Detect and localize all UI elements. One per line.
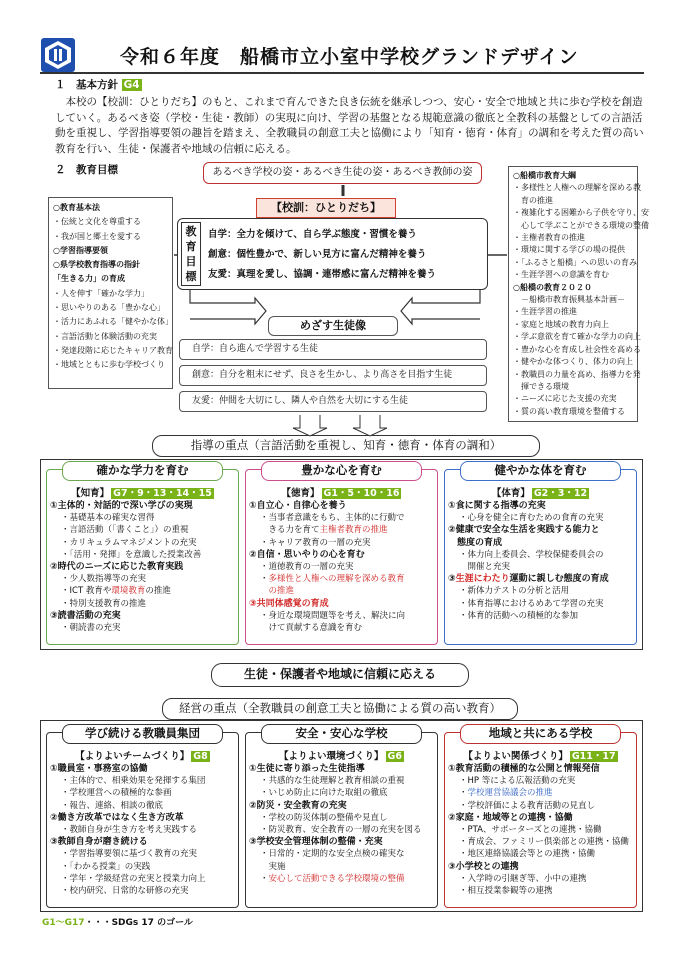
goal-tag: G2・3・12 xyxy=(533,488,588,499)
item-text: ・育成会、ファミリー倶楽部との連携・協働 xyxy=(459,837,629,848)
side-line: 心して学ぶことができる環境の整備 xyxy=(513,220,649,230)
goals-heading: ２ 教育目標 xyxy=(55,164,118,176)
column-sub: 【よりよいチームづくり】 xyxy=(75,751,190,762)
item-text: ・心身を健全に育むための食育の充実 xyxy=(459,513,604,524)
item-text: ・地区連絡協議会等との連携・協働 xyxy=(459,849,596,860)
item-text: ・言語活動（「書くこと」）の重視 xyxy=(61,525,189,536)
side-line: ・言語活動と体験活動の充実 xyxy=(53,331,157,341)
item-text: ③読書活動の充実 xyxy=(50,610,121,621)
item-text: ・体育的活動への積極的な参加 xyxy=(459,610,579,621)
guidance-banner: 指導の重点（言語活動を重視し、知育・徳育・体育の調和） xyxy=(152,435,540,457)
item-text: ①食に関する指導の充実 xyxy=(448,501,546,511)
sdgs-footnote: G1～G17・・・SDGs 17 のゴール xyxy=(42,918,193,928)
item-text: ・校内研究、日常的な研修の充実 xyxy=(61,886,189,897)
side-line: ○県学校教育指導の指針 xyxy=(53,260,140,270)
item-text: ・当事者意識をもち、主体的に行動で xyxy=(260,513,405,524)
goal-text: ：個性豊かで、新しい見方に富んだ精神を養う xyxy=(227,249,427,260)
item-highlight: 学校運営協議会の推進 xyxy=(467,788,553,799)
side-line: ・学ぶ意欲を育て確かな学力の向上 xyxy=(513,332,641,342)
side-line: ・人を伸す「確かな学力」 xyxy=(53,288,149,298)
column-title: 安全・安心な学校 xyxy=(261,724,422,744)
column-title: 豊かな心を育む xyxy=(261,461,422,481)
item-text: きる力を育て xyxy=(260,525,320,536)
item-text: ・ xyxy=(459,788,468,799)
side-line: ○学習指導要領 xyxy=(53,245,108,255)
goal-label-char: 教 xyxy=(185,225,197,238)
item-text: ・体育指導におけるめあて学習の充実 xyxy=(459,598,604,609)
side-line: ・多様性と人権への理解を深める教 xyxy=(513,183,641,193)
item-text: ・学校の防災体制の整備や見直し xyxy=(260,812,388,823)
column-sub: 【体育】 xyxy=(491,488,530,499)
column-title: 地域と共にある学校 xyxy=(460,724,621,744)
goal-text: ：真理を愛し、協調・連帯感に富んだ精神を養う xyxy=(227,269,437,280)
student-item: 友愛：仲間を大切にし、隣人や自然を大切にする生徒 xyxy=(179,391,487,412)
item-text: ②防災・安全教育の充実 xyxy=(249,800,347,811)
item-text: ・ICT 教育や xyxy=(61,586,112,597)
column-sub: 【よりよい関係づくり】 xyxy=(463,751,568,762)
item-text: ①生徒に寄り添った生徒指導 xyxy=(249,764,365,774)
item-text: ①自立心・自律心を養う xyxy=(249,501,347,511)
item-text: ・「活用・発揮」を意識した授業改善 xyxy=(61,549,202,560)
item-text: ・学習指導要領に基づく教育の充実 xyxy=(61,849,198,860)
item-highlight: 生涯にわたり xyxy=(455,574,510,585)
goal-text: ：全力を傾けて、自ら学ぶ態度・習慣を養う xyxy=(227,229,417,240)
item-text: ・キャリア教育の一層の充実 xyxy=(260,537,371,548)
item-text: ・学校運営への積極的な参画 xyxy=(61,788,172,799)
item-text: ・PTA、サポーターズとの連携・協働 xyxy=(459,825,602,836)
side-line: ○教育基本法 xyxy=(53,203,100,212)
column-sub: 【知育】 xyxy=(71,488,110,499)
side-line: ・生涯学習の推進 xyxy=(513,307,577,317)
side-line: －船橋市教育振興基本計画－ xyxy=(513,295,625,305)
item-text: ②自信・思いやりの心を育む xyxy=(249,549,365,560)
management-banner: 経営の重点（全教職員の創意工夫と協働による質の高い教育） xyxy=(162,698,518,720)
side-line: ・家庭と地域の教育力向上 xyxy=(513,319,609,329)
student-item: 自学：自ら進んで学習する生徒 xyxy=(179,339,487,360)
item-text: ・相互授業参観等の連携 xyxy=(459,886,553,897)
column-sub: 【徳育】 xyxy=(281,488,320,499)
item-text: ・特別支援教育の推進 xyxy=(61,598,147,609)
side-line: ・複雑化する困難から子供を守り、安 xyxy=(513,208,649,218)
item-text: ・カリキュラムマネジメントの充実 xyxy=(61,537,197,548)
side-line: ・環境に関する学びの場の提供 xyxy=(513,245,625,255)
item-text: ・体力向上委員会、学校保健委員会の xyxy=(459,549,604,560)
goal-key: 創意 xyxy=(208,249,228,260)
item-text: ・共感的な生徒理解と教育相談の重視 xyxy=(260,776,405,787)
policy-body: 本校の【校訓：ひとりだち】のもと、これまで育んできた良き伝統を継承しつつ、安心・安全で地域と共に歩む学校を創造していく。あるべき姿（学校・生徒・教師）の実現に向け、学習の基盤となる規範意識の徹底と全教科の基盤としての言語活動を重視し、学習指導要領の趣旨を踏まえ、全教職員の創意工夫と協働により「知育・徳育・体育」の調和を考えた質の高い教育を行い、生徒・保護者や地域の信頼に応える。 xyxy=(55,96,644,155)
student-item: 創意：自分を粗末にせず、良さを生かし、より高さを目指す生徒 xyxy=(179,365,487,386)
goal-tag: G1・5・10・16 xyxy=(323,488,400,499)
item-text: ・新体力テストの分析と活用 xyxy=(459,586,570,597)
side-line: ・豊かな心を育成し社会性を高める xyxy=(513,344,641,354)
column-title: 学び続ける教職員集団 xyxy=(62,724,223,744)
side-line: ・地域とともに歩む学校づくり xyxy=(53,360,165,370)
goal-label-char: 育 xyxy=(185,240,197,253)
side-line: ・思いやりのある「豊かな心」 xyxy=(53,303,165,313)
item-text: ・主体的で、相乗効果を発揮する集団 xyxy=(61,776,206,787)
item-text: ・道徳教育の一層の充実 xyxy=(260,562,354,573)
item-text: ・基礎基本の確実な習得 xyxy=(61,513,155,524)
item-text: ・報告、連絡、相談の徹底 xyxy=(61,800,164,811)
goal-tag: G6 xyxy=(387,751,402,762)
side-line: 「生きる力」の育成 xyxy=(53,274,125,284)
item-text: ・ xyxy=(260,574,269,585)
item-text: の推進 xyxy=(145,586,171,597)
side-line: 揮できる環境 xyxy=(513,381,569,391)
policy-heading: １ 基本方針 G4 xyxy=(55,79,140,91)
item-text: ・朝読書の充実 xyxy=(61,623,121,634)
side-line: ・「ふるさと船橋」への思いの育み xyxy=(513,257,637,267)
item-text: ・ xyxy=(260,873,269,884)
goal-tag: G8 xyxy=(193,751,208,762)
goal-tag: G4 xyxy=(123,79,140,91)
item-text: 態度の育成 xyxy=(448,537,503,548)
item-text: ①職員室・事務室の協働 xyxy=(50,764,148,774)
side-line: ・ニーズに応じた支援の充実 xyxy=(513,394,617,404)
ideal-banner: あるべき学校の姿・あるべき生徒の姿・あるべき教師の姿 xyxy=(203,162,482,184)
item-text: 開催と充実 xyxy=(459,562,511,573)
item-text: ・少人数指導等の充実 xyxy=(61,574,147,585)
item-text: ③教師自身が磨き続ける xyxy=(50,837,148,848)
page-title: 令和６年度 船橋市立小室中学校グランドデザイン xyxy=(120,46,579,68)
side-line: ○船橋市教育大綱 xyxy=(513,171,576,180)
item-text: ・身近な環境問題等を考え、解決に向 xyxy=(260,610,406,621)
item-highlight: の推進 xyxy=(268,586,295,597)
item-text: けて貢献する意識を育む xyxy=(260,623,363,634)
item-text: ・学校評価による教育活動の見直し xyxy=(459,800,596,811)
item-text: 運動に親しむ態度の育成 xyxy=(509,574,609,585)
item-text: ・「わかる授業」の実践 xyxy=(61,861,151,872)
item-text: ・HP 等による広報活動の充実 xyxy=(459,776,576,787)
goal-key: 友愛 xyxy=(208,269,228,280)
side-line: ・健やかな体つくり、体力の向上 xyxy=(513,357,633,367)
side-line: ・活力にあふれる「健やかな体」 xyxy=(53,317,173,327)
side-line: ・質の高い教育環境を整備する xyxy=(513,406,625,416)
item-text: ・学年・学級経営の充実と授業力向上 xyxy=(61,873,206,884)
goal-tag: G11・17 xyxy=(571,751,616,762)
side-line: 育の推進 xyxy=(513,195,553,205)
item-text: ③小学校との連携 xyxy=(448,861,519,872)
item-highlight: 安心して活動できる学校環境の整備 xyxy=(268,873,405,884)
item-text: ③共同体感覚の育成 xyxy=(249,598,329,609)
item-text: ②家庭・地域等との連携・協働 xyxy=(448,812,573,823)
item-highlight: 環境教育 xyxy=(111,586,146,597)
side-line: ・我が国と郷土を愛する xyxy=(53,231,141,241)
item-text: ②健康で安全な生活を実践する能力と xyxy=(448,525,600,536)
goal-label-char: 標 xyxy=(185,270,197,283)
side-line: ・伝統と文化を尊重する xyxy=(53,217,141,227)
school-motto: 【校訓：ひとりだち】 xyxy=(256,198,396,218)
side-line: ・教職員の力量を高め、指導力を発 xyxy=(513,369,641,379)
item-text: ・教師自身が生き方を考え実践する xyxy=(61,825,198,836)
column-sub: 【よりよい環境づくり】 xyxy=(279,751,384,762)
item-text: ・入学時の引継ぎ等、小中の連携 xyxy=(459,873,587,884)
column-title: 確かな学力を育む xyxy=(62,461,223,481)
item-text: ・いじめ防止に向けた取組の徹底 xyxy=(260,788,388,799)
side-line: ○船橋の教育２０２０ xyxy=(513,282,592,292)
item-highlight: 多様性と人権への理解を深める教育 xyxy=(268,574,405,585)
item-text: ③ xyxy=(448,574,456,585)
item-highlight: 主権者教育の推進 xyxy=(319,525,388,536)
item-text: ③学校安全管理体制の整備・充実 xyxy=(249,837,383,848)
item-text: ①教育活動の積極的な公開と情報発信 xyxy=(448,764,600,774)
side-line: ・発達段階に応じたキャリア教育 xyxy=(53,345,173,355)
item-text: ②働き方改革ではなく生き方改革 xyxy=(50,812,184,823)
item-text: ①主体的・対話的で深い学びの実現 xyxy=(50,501,193,511)
side-line: ・主権者教育の推進 xyxy=(513,233,585,243)
student-heading: めざす生徒像 xyxy=(268,316,398,336)
column-title: 健やかな体を育む xyxy=(460,461,621,481)
item-text: ・防災教育、安全教育の一層の充実を図る xyxy=(260,825,422,836)
side-line: ・生涯学習への意識を育む xyxy=(513,270,609,280)
item-text: ・日常的・定期的な安全点検の確実な xyxy=(260,849,405,860)
trust-banner: 生徒・保護者や地域に信頼に応える xyxy=(211,663,469,687)
goal-label-char: 目 xyxy=(185,255,197,268)
goal-key: 自学 xyxy=(208,229,228,240)
goal-tag: G7・9・13・14・15 xyxy=(113,488,212,499)
item-text: 実施 xyxy=(260,861,286,872)
item-text: ②時代のニーズに応じた教育実践 xyxy=(50,562,184,573)
